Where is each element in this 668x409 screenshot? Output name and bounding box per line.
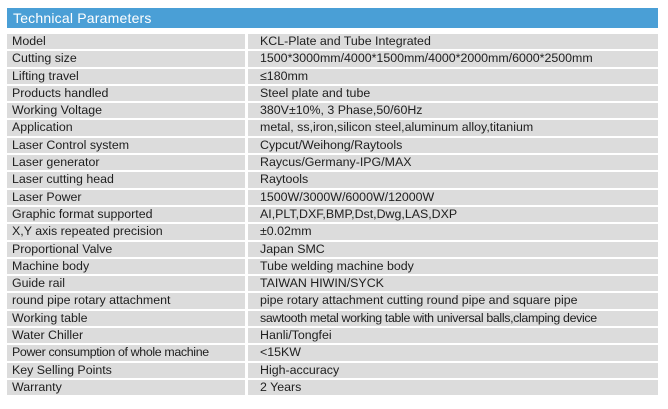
row-value: Cypcut/Weihong/Raytools [248,138,658,153]
row-value: ≤180mm [248,69,658,84]
table-header [7,8,658,28]
table-row [7,155,658,170]
row-key: Key Selling Points [7,363,245,378]
row-key: Lifting travel [7,69,245,84]
row-value: 2 Years [248,380,658,395]
table-row [7,345,658,360]
table-row [7,328,658,343]
row-key: Water Chiller [7,328,245,343]
row-value: KCL-Plate and Tube Integrated [248,34,658,49]
row-value: Tube welding machine body [248,259,658,274]
table-row [7,363,658,378]
row-value: Steel plate and tube [248,86,658,101]
table-row [7,207,658,222]
row-key: Cutting size [7,51,245,66]
table-row [7,224,658,239]
table-row [7,380,658,395]
table-row [7,276,658,291]
table-row [7,172,658,187]
row-value: Raycus/Germany-IPG/MAX [248,155,658,170]
row-key: Warranty [7,380,245,395]
table-row [7,259,658,274]
table-body [7,34,658,395]
row-key: Laser generator [7,155,245,170]
table-row [7,242,658,257]
row-value: 380V±10%, 3 Phase,50/60Hz [248,103,658,118]
table-row [7,311,658,326]
row-key: Working table [7,311,245,326]
table-row [7,293,658,308]
row-value: High-accuracy [248,363,658,378]
row-value: 1500W/3000W/6000W/12000W [248,190,658,205]
row-value: AI,PLT,DXF,BMP,Dst,Dwg,LAS,DXP [248,207,658,222]
table-row [7,120,658,135]
row-key: Proportional Valve [7,242,245,257]
table-row [7,190,658,205]
row-key: Machine body [7,259,245,274]
row-key: X,Y axis repeated precision [7,224,245,239]
row-key: Guide rail [7,276,245,291]
row-key: Model [7,34,245,49]
row-value: Raytools [248,172,658,187]
table-row [7,103,658,118]
row-value: <15KW [248,345,658,360]
table-row [7,51,658,66]
row-value: ±0.02mm [248,224,658,239]
row-key: Working Voltage [7,103,245,118]
row-value: Japan SMC [248,242,658,257]
row-value: metal, ss,iron,silicon steel,aluminum alloy,titanium [248,120,658,135]
table-row [7,86,658,101]
row-key: Products handled [7,86,245,101]
row-key: Laser Power [7,190,245,205]
row-value: sawtooth metal working table with universal balls,clamping device [248,311,658,326]
row-value: Hanli/Tongfei [248,328,658,343]
row-value: pipe rotary attachment cutting round pipe and square pipe [248,293,658,308]
technical-parameters-table [7,8,658,395]
table-title: Technical Parameters [13,10,152,26]
table-row [7,34,658,49]
row-key: Graphic format supported [7,207,245,222]
row-key: Power consumption of whole machine [7,345,245,360]
table-row [7,138,658,153]
row-value: 1500*3000mm/4000*1500mm/4000*2000mm/6000*2500mm [248,51,658,66]
row-key: round pipe rotary attachment [7,293,245,308]
table-row [7,69,658,84]
row-key: Application [7,120,245,135]
row-key: Laser Control system [7,138,245,153]
row-value: TAIWAN HIWIN/SYCK [248,276,658,291]
row-key: Laser cutting head [7,172,245,187]
